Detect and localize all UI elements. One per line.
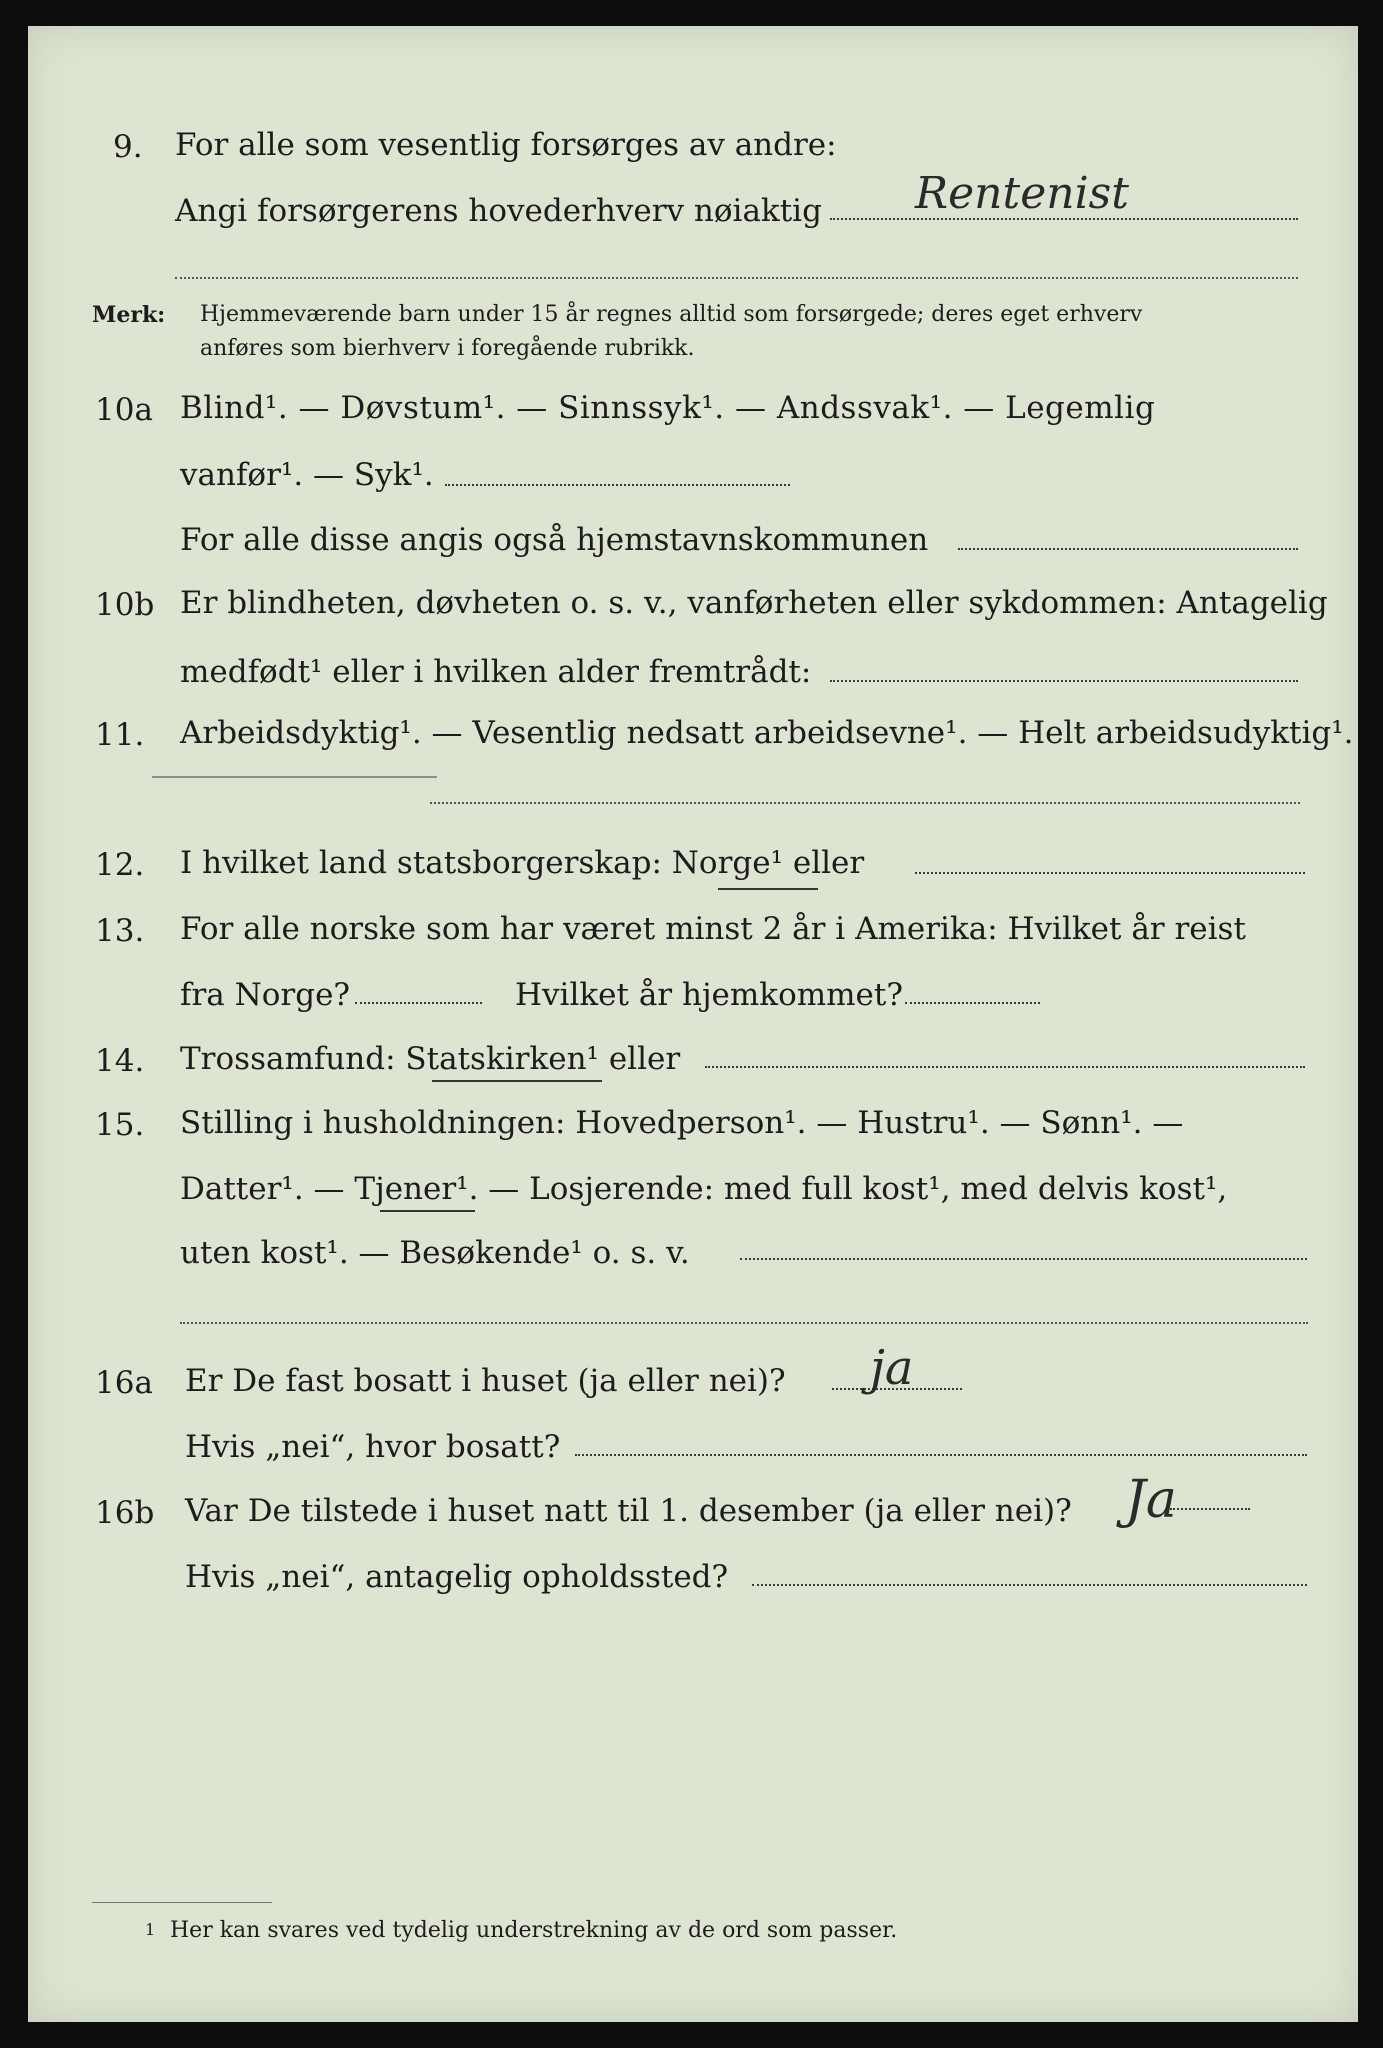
q9-line1: For alle som vesentlig forsørges av andre: <box>175 127 837 163</box>
q14-line1: Trossamfund: Statskirken¹ eller <box>180 1041 681 1077</box>
q12-answer-line <box>915 872 1305 874</box>
q15-number: 15. <box>95 1107 145 1143</box>
q10b-line2: medfødt¹ eller i hvilken alder fremtrådt: <box>180 654 812 690</box>
q11-pencil-mark <box>152 776 437 778</box>
q15-extra-line <box>180 1322 1308 1324</box>
q16b-answer-line <box>1170 1508 1250 1510</box>
q16a-line2: Hvis „nei“, hvor bosatt? <box>185 1429 561 1465</box>
q15-answer-line <box>740 1258 1307 1260</box>
q10a-line3: For alle disse angis også hjemstavnskommunen <box>180 522 929 558</box>
q9-line2: Angi forsørgerens hovederhverv nøiaktig <box>175 193 822 229</box>
q16b-line1: Var De tilstede i huset natt til 1. desember (ja eller nei)? <box>185 1493 1072 1529</box>
merk-line2: anføres som bierhverv i foregående rubrikk. <box>200 336 695 361</box>
footnote-mark: 1 <box>145 1920 156 1939</box>
q11-line1: Arbeidsdyktig¹. — Vesentlig nedsatt arbeidsevne¹. — Helt arbeidsudyktig¹. <box>180 715 1354 751</box>
q9-extra-line <box>175 277 1298 279</box>
q10b-answer-line <box>830 680 1298 682</box>
q13-line1: For alle norske som har været minst 2 år i Amerika: Hvilket år reist <box>180 911 1246 947</box>
merk-line1: Hjemmeværende barn under 15 år regnes alltid som forsørgede; deres eget erhverv <box>200 302 1143 327</box>
q14-number: 14. <box>95 1043 145 1079</box>
q14-answer-line <box>705 1066 1305 1068</box>
q13-number: 13. <box>95 913 145 949</box>
q16b-line2: Hvis „nei“, antagelig opholdssted? <box>185 1559 729 1595</box>
q11-answer-line <box>430 802 1300 804</box>
q16b-number: 16b <box>95 1495 155 1531</box>
footnote-rule <box>92 1902 272 1903</box>
q10b-line1: Er blindheten, døvheten o. s. v., vanførheten eller sykdommen: Antagelig <box>180 585 1328 621</box>
q15-line2: Datter¹. — Tjener¹. — Losjerende: med full kost¹, med delvis kost¹, <box>180 1171 1228 1207</box>
q16b-answer[interactable]: Ja <box>1125 1470 1177 1530</box>
q12-underline-norge <box>718 888 818 890</box>
q16a-bosatt-answer <box>575 1454 1307 1456</box>
q16a-number: 16a <box>95 1365 153 1401</box>
footnote-text: Her kan svares ved tydelig understrekning av de ord som passer. <box>170 1918 898 1943</box>
q12-line1: I hvilket land statsborgerskap: Norge¹ eller <box>180 845 865 881</box>
q16b-opholdssted-answer <box>752 1584 1307 1586</box>
q14-underline-statskirken <box>432 1080 602 1082</box>
q15-line1: Stilling i husholdningen: Hovedperson¹. — Hustru¹. — Sønn¹. — <box>180 1105 1184 1141</box>
q15-underline-tjener <box>380 1210 475 1212</box>
q9-number: 9. <box>113 129 143 165</box>
q10a-line2-answer <box>445 484 790 486</box>
q16a-answer[interactable]: ja <box>870 1340 914 1396</box>
q10a-line1: Blind¹. — Døvstum¹. — Sinnssyk¹. — Andssvak¹. — Legemlig <box>180 390 1156 426</box>
q15-line3: uten kost¹. — Besøkende¹ o. s. v. <box>180 1235 690 1271</box>
q11-number: 11. <box>95 717 145 753</box>
merk-label: Merk: <box>92 302 166 328</box>
q13-line2a: fra Norge? <box>180 977 351 1013</box>
q12-number: 12. <box>95 847 145 883</box>
q10a-number: 10a <box>95 392 153 428</box>
q13-line2b: Hvilket år hjemkommet? <box>515 977 903 1013</box>
q10a-line3-answer <box>958 548 1298 550</box>
q10b-number: 10b <box>95 587 155 623</box>
q13-hjemkommet-answer <box>905 1002 1040 1004</box>
q10a-line2: vanfør¹. — Syk¹. <box>180 457 434 493</box>
q9-answer[interactable]: Rentenist <box>915 168 1129 219</box>
q16a-line1: Er De fast bosatt i huset (ja eller nei)? <box>185 1363 786 1399</box>
q13-reist-answer <box>355 1002 482 1004</box>
